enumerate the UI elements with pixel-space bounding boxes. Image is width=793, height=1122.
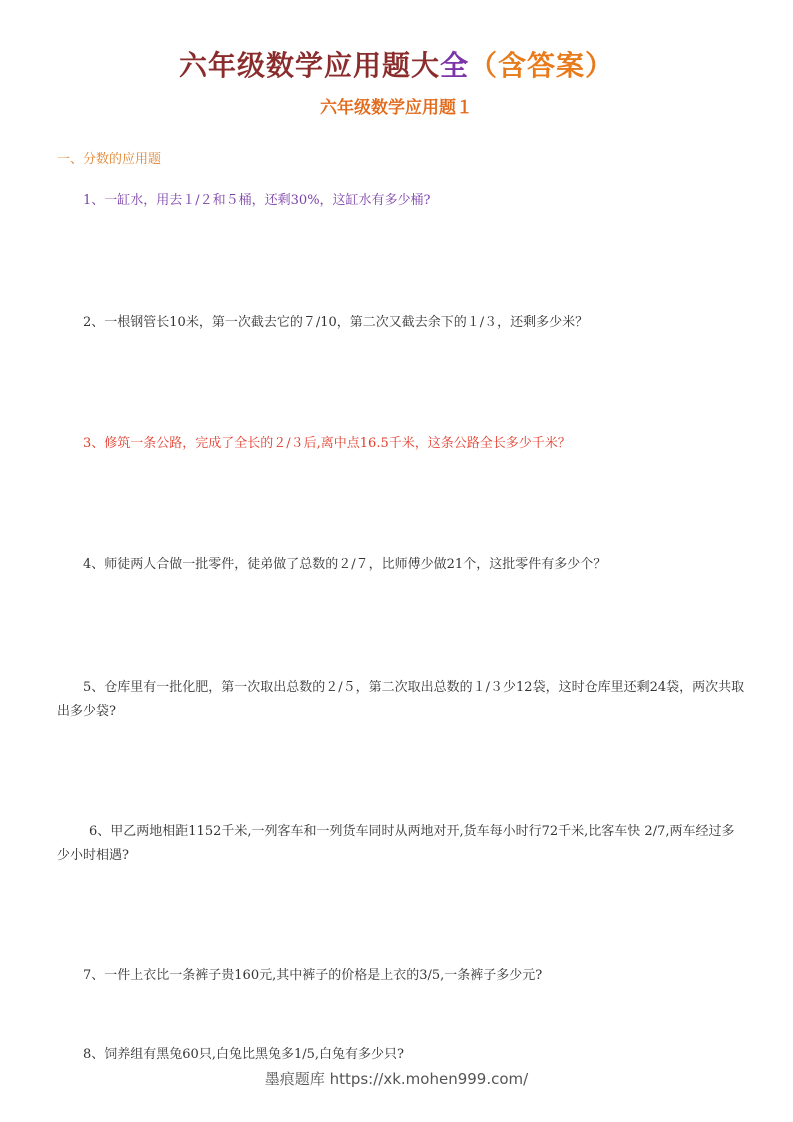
- section-heading: 一、分数的应用题: [57, 152, 162, 167]
- question-7: 7、一件上衣比一条裤子贵160元,其中裤子的价格是上衣的3/5,一条裤子多少元?: [83, 968, 543, 983]
- question-4: 4、师徒两人合做一批零件，徒弟做了总数的２/７，比师傅少做21个，这批零件有多少个？: [83, 557, 607, 572]
- title-accent: 全: [439, 49, 469, 82]
- question-2: 2、一根钢管长10米，第一次截去它的７/10，第二次又截去余下的１/３，还剩多少米？: [83, 315, 589, 330]
- page-title: [0, 48, 793, 84]
- title-tail: （含答案）: [469, 49, 615, 82]
- title-main: 六年级数学应用题大: [178, 49, 440, 82]
- question-3: 3、修筑一条公路，完成了全长的２/３后,离中点16.5千米，这条公路全长多少千米？: [83, 436, 571, 451]
- question-5: 5、仓库里有一批化肥，第一次取出总数的２/５，第二次取出总数的１/３少12袋，这时仓库里还剩24袋，两次共取出多少袋?: [57, 680, 745, 719]
- question-8: 8、饲养组有黑兔60只,白兔比黑兔多1/5,白兔有多少只?: [83, 1047, 404, 1062]
- question-1: 1、一缸水，用去１/２和５桶，还剩30%，这缸水有多少桶?: [83, 193, 431, 208]
- page-subtitle: 六年级数学应用题１: [320, 98, 473, 118]
- footer-watermark: 墨痕题库 https://xk.mohen999.com/: [264, 1070, 529, 1088]
- question-6: 6、甲乙两地相距1152千米,一列客车和一列货车同时从两地对开,货车每小时行72千米,比客车快 2/7,两车经过多少小时相遇?: [57, 824, 735, 863]
